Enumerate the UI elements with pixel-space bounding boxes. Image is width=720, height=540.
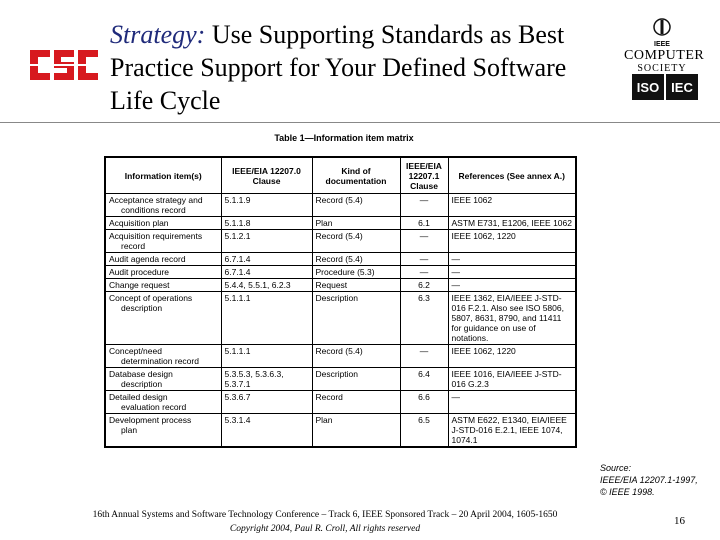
cell-info-item	[105, 292, 221, 345]
cell-info-item	[105, 414, 221, 448]
info-item-text: Change request	[109, 280, 170, 290]
cell-info-item	[105, 279, 221, 292]
ieee-text: IEEE	[654, 41, 670, 48]
table-row	[105, 414, 576, 448]
cell-12207-1-clause: 6.4	[400, 368, 448, 391]
footer	[70, 508, 580, 536]
iso-badge: ISO	[632, 74, 664, 100]
cell-12207-1-clause: —	[400, 266, 448, 279]
cell-12207-1-clause: 6.5	[400, 414, 448, 448]
cell-references: IEEE 1062	[448, 194, 576, 217]
cell-references: ASTM E622, E1340, EIA/IEEE J-STD-016 E.2.1, IEEE 1074, 1074.1	[448, 414, 576, 448]
footer-conference: 16th Annual Systems and Software Technology Conference – Track 6, IEEE Sponsored Track – 20 April 2004, 1605-1650	[92, 510, 558, 520]
cell-info-item	[105, 217, 221, 230]
info-item-text: Database design	[109, 369, 173, 379]
iso-iec-logos	[632, 74, 698, 100]
cell-references: IEEE 1062, 1220	[448, 230, 576, 253]
table-row	[105, 368, 576, 391]
cell-references: —	[448, 253, 576, 266]
cell-kind: Description	[312, 292, 400, 345]
header-references: References (See annex A.)	[448, 157, 576, 194]
table-caption: Table 1—Information item matrix	[274, 133, 414, 143]
cell-kind: Request	[312, 279, 400, 292]
source-label: Source:	[600, 463, 632, 473]
info-item-continuation: description	[121, 303, 163, 313]
header-kind-of-documentation: Kind of documentation	[312, 157, 400, 194]
cell-12207-0-clause: 5.1.2.1	[221, 230, 312, 253]
header-info-item: Information item(s)	[105, 157, 221, 194]
cell-kind: Record	[312, 391, 400, 414]
cell-info-item	[105, 253, 221, 266]
cell-references: IEEE 1362, EIA/IEEE J-STD-016 F.2.1. Also see ISO 5806, 5807, 8631, 8790, and 11411 for guidance on use of notations.	[448, 292, 576, 345]
table-row	[105, 253, 576, 266]
info-item-continuation: determination record	[121, 356, 199, 366]
info-item-text: Concept/need	[109, 346, 162, 356]
cell-info-item	[105, 391, 221, 414]
table-row	[105, 292, 576, 345]
cell-12207-0-clause: 5.1.1.1	[221, 345, 312, 368]
cell-12207-1-clause: 6.2	[400, 279, 448, 292]
slide-title	[110, 18, 615, 117]
title-line3: Life Cycle	[110, 86, 221, 115]
cell-12207-1-clause: —	[400, 253, 448, 266]
cell-kind: Record (5.4)	[312, 194, 400, 217]
table-row	[105, 266, 576, 279]
cell-references: IEEE 1062, 1220	[448, 345, 576, 368]
cell-references: IEEE 1016, EIA/IEEE J-STD-016 G.2.3	[448, 368, 576, 391]
info-item-continuation: evaluation record	[121, 402, 187, 412]
table-row	[105, 391, 576, 414]
info-item-continuation: conditions record	[121, 205, 186, 215]
cell-references: —	[448, 391, 576, 414]
info-item-continuation: description	[121, 379, 163, 389]
info-item-text: Acquisition requirements	[109, 231, 203, 241]
cell-kind: Plan	[312, 217, 400, 230]
matrix-table	[104, 156, 577, 448]
cell-kind: Procedure (5.3)	[312, 266, 400, 279]
table-header-row	[105, 157, 576, 194]
info-item-text: Acquisition plan	[109, 218, 169, 228]
ieee-computer-society-logo	[624, 18, 705, 74]
cell-info-item	[105, 230, 221, 253]
cell-12207-0-clause: 6.7.1.4	[221, 253, 312, 266]
cell-12207-0-clause: 5.4.4, 5.5.1, 6.2.3	[221, 279, 312, 292]
table-row	[105, 230, 576, 253]
ieee-emblem-icon	[652, 18, 672, 36]
page-number: 16	[674, 515, 685, 527]
info-item-text: Concept of operations	[109, 293, 193, 303]
iec-badge: IEC	[666, 74, 698, 100]
info-item-text: Audit agenda record	[109, 254, 186, 264]
table-row	[105, 345, 576, 368]
title-emphasis: Strategy:	[110, 20, 206, 49]
cell-references: —	[448, 279, 576, 292]
cell-12207-1-clause: —	[400, 194, 448, 217]
cell-12207-1-clause: —	[400, 230, 448, 253]
title-line2: Practice Support for Your Defined Software	[110, 53, 567, 82]
cell-12207-0-clause: 5.3.5.3, 5.3.6.3, 5.3.7.1	[221, 368, 312, 391]
cell-kind: Record (5.4)	[312, 345, 400, 368]
info-item-text: Detailed design	[109, 392, 168, 402]
cell-12207-1-clause: —	[400, 345, 448, 368]
source-copyright: © IEEE 1998.	[600, 487, 655, 497]
cell-kind: Description	[312, 368, 400, 391]
header-12207-1-clause: IEEE/EIA 12207.1 Clause	[400, 157, 448, 194]
title-line1: Use Supporting Standards as Best	[211, 20, 565, 49]
footer-copyright: Copyright 2004, Paul R. Croll, All rights reserved	[229, 524, 421, 534]
info-item-text: Audit procedure	[109, 267, 170, 277]
cell-12207-0-clause: 5.1.1.9	[221, 194, 312, 217]
table-body	[105, 194, 576, 448]
cs-logo-line2: SOCIETY	[637, 63, 687, 74]
table-row	[105, 217, 576, 230]
cell-12207-0-clause: 5.3.6.7	[221, 391, 312, 414]
cell-12207-1-clause: 6.6	[400, 391, 448, 414]
cell-kind: Plan	[312, 414, 400, 448]
header-12207-0-clause: IEEE/EIA 12207.0 Clause	[221, 157, 312, 194]
cell-12207-0-clause: 6.7.1.4	[221, 266, 312, 279]
info-item-continuation: plan	[121, 425, 138, 435]
info-item-continuation: record	[121, 241, 146, 251]
info-item-text: Acceptance strategy and	[109, 195, 203, 205]
cs-logo-line1: COMPUTER	[624, 48, 705, 63]
header-divider	[0, 122, 720, 123]
cell-12207-0-clause: 5.1.1.1	[221, 292, 312, 345]
cell-kind: Record (5.4)	[312, 230, 400, 253]
cell-12207-0-clause: 5.1.1.8	[221, 217, 312, 230]
cell-info-item	[105, 368, 221, 391]
source-note	[600, 462, 715, 498]
csc-logo	[28, 48, 100, 82]
cell-12207-1-clause: 6.3	[400, 292, 448, 345]
information-item-matrix	[104, 156, 577, 448]
cell-12207-1-clause: 6.1	[400, 217, 448, 230]
source-standard: IEEE/EIA 12207.1-1997,	[600, 475, 698, 485]
table-row	[105, 279, 576, 292]
cell-info-item	[105, 266, 221, 279]
cell-info-item	[105, 194, 221, 217]
table-row	[105, 194, 576, 217]
cell-12207-0-clause: 5.3.1.4	[221, 414, 312, 448]
info-item-text: Development process	[109, 415, 192, 425]
cell-kind: Record (5.4)	[312, 253, 400, 266]
cell-info-item	[105, 345, 221, 368]
cell-references: ASTM E731, E1206, IEEE 1062	[448, 217, 576, 230]
cell-references: —	[448, 266, 576, 279]
